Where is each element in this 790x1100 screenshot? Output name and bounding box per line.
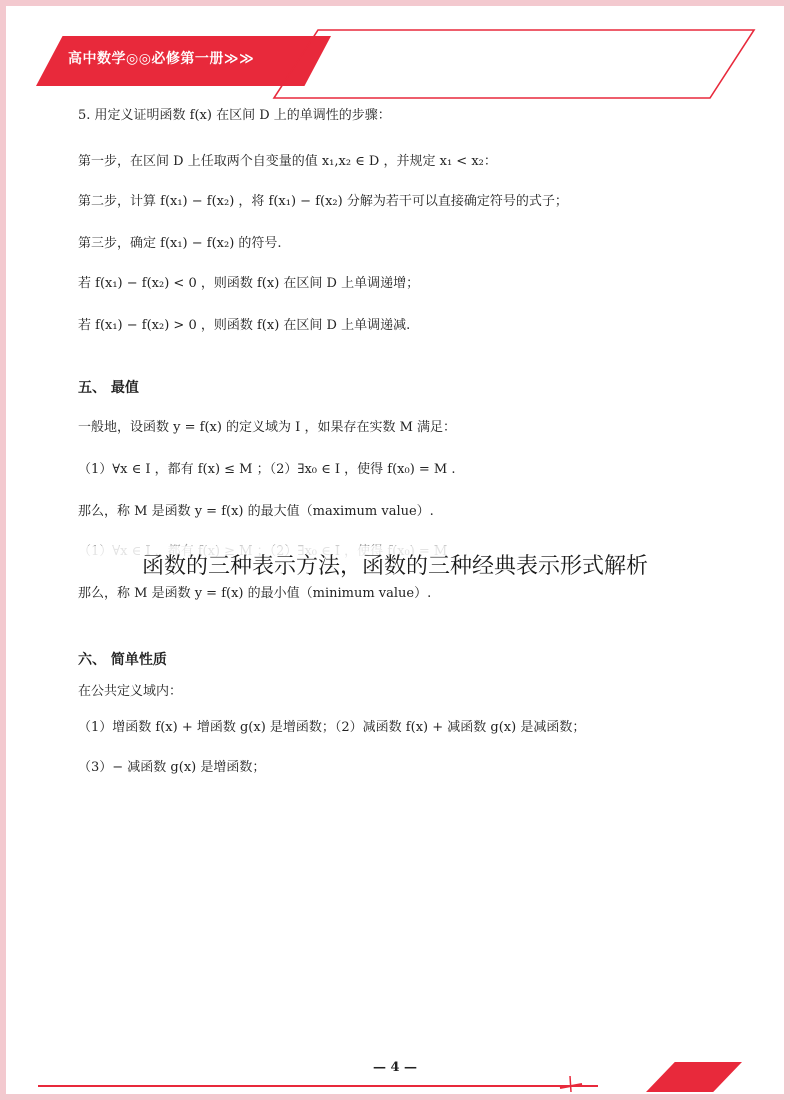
proof-step-1: 第一步，在区间 D 上任取两个自变量的值 x₁,x₂ ∈ D ，并规定 x₁ < x₂：: [78, 154, 497, 169]
max-value-intro: 一般地，设函数 y = f(x) 的定义域为 I ，如果存在实数 M 满足：: [78, 420, 457, 435]
header-title: 高中数学◎◎必修第一册≫≫: [68, 51, 255, 67]
increasing-case: 若 f(x₁) − f(x₂) < 0 ，则函数 f(x) 在区间 D 上单调递增；: [78, 276, 420, 291]
properties-rule-1-2: （1）增函数 f(x) + 增函数 g(x) 是增函数；（2）减函数 f(x) + 减函数 g(x) 是减函数；: [78, 720, 586, 735]
proof-step-3: 第三步，确定 f(x₁) − f(x₂) 的符号.: [78, 236, 282, 251]
header-outline-decoration: [206, 22, 766, 112]
max-definition: 那么，称 M 是函数 y = f(x) 的最大值（maximum value）.: [78, 504, 434, 519]
monotonic-proof-title: 5. 用定义证明函数 f(x) 在区间 D 上的单调性的步骤：: [78, 108, 391, 123]
page-number: — 4 —: [372, 1060, 418, 1075]
min-definition: 那么，称 M 是函数 y = f(x) 的最小值（minimum value）.: [78, 586, 432, 601]
pen-icon: [558, 1072, 586, 1094]
document-page: [6, 6, 784, 1094]
properties-heading: 六、 简单性质: [78, 652, 167, 668]
max-conditions: （1）∀x ∈ I ，都有 f(x) ≤ M ；（2）∃x₀ ∈ I ，使得 f(x₀) = M .: [78, 462, 456, 477]
properties-rule-3: （3）− 减函数 g(x) 是增函数；: [78, 760, 266, 775]
decreasing-case: 若 f(x₁) − f(x₂) > 0 ，则函数 f(x) 在区间 D 上单调递减.: [78, 318, 411, 333]
overlay-caption: 函数的三种表示方法，函数的三种经典表示形式解析: [6, 546, 784, 583]
proof-step-2: 第二步，计算 f(x₁) − f(x₂) ，将 f(x₁) − f(x₂) 分解为若干可以直接确定符号的式子；: [78, 194, 568, 209]
footer-rule: [38, 1085, 598, 1087]
properties-intro: 在公共定义域内：: [78, 684, 183, 699]
max-value-heading: 五、 最值: [78, 380, 139, 396]
